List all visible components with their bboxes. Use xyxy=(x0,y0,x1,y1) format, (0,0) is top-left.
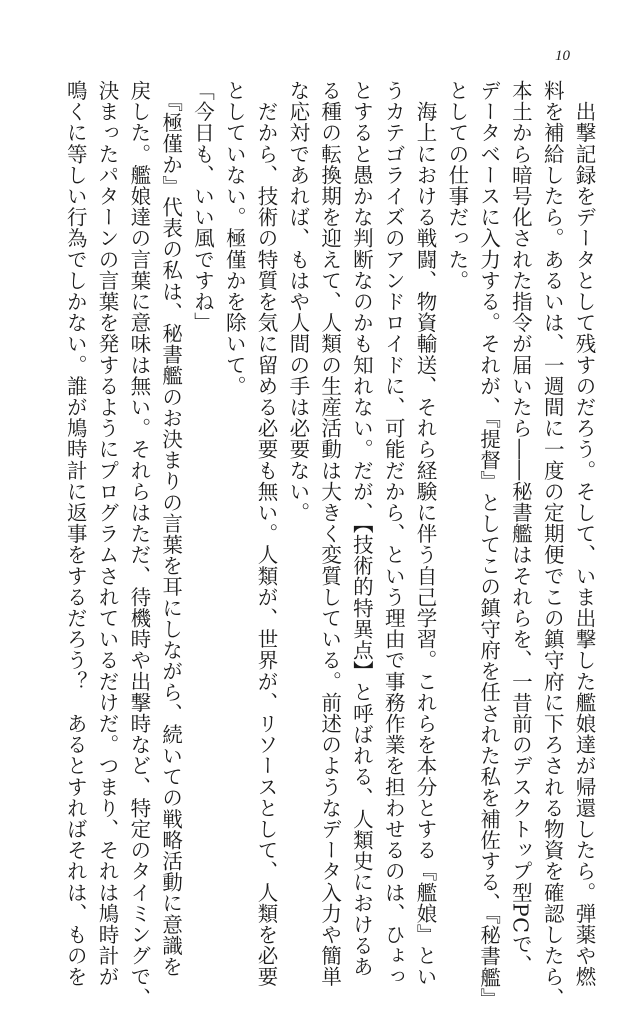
text-line: る種の転換期を迎えて、人類の生産活動は大きく変質している。前述のようなデータ入力や簡単 xyxy=(317,80,342,988)
body-text xyxy=(39,80,599,1009)
text-line: 海上における戦闘、物資輸送、それら経験に伴う自己学習。これらを本分とする『艦娘』とい xyxy=(413,80,438,988)
text-line: としての仕事だった。 xyxy=(444,80,469,291)
text-line: 鳴くに等しい行為でしかない。誰が鳩時計に返事をするだろう？ あるとすればそれは、ものを xyxy=(63,80,88,988)
text-line: 本土から暗号化された指令が届いたら――秘書艦はそれらを、一昔前のデスクトップ型PCで、 xyxy=(508,80,533,976)
text-line: としていない。極僅かを除いて。 xyxy=(222,80,247,397)
text-line: 出撃記録をデータとして残すのだろう。そして、いま出撃した艦娘達が帰還したら。弾薬や燃 xyxy=(572,80,596,988)
text-line: だから、技術の特質を気に留める必要も無い。人類が、世界が、リソースとして、人類を必要 xyxy=(254,80,279,988)
text-line: 戻した。艦娘達の言葉に意味は無い。それらはただ、待機時や出撃時など、特定のタイミングで、 xyxy=(126,80,151,1009)
text-line: 「今日も、いい風ですね」 xyxy=(190,80,215,334)
text-line: 決まったパターンの言葉を発するようにプログラムされているだけだ。つまり、それは鳩時計が xyxy=(95,80,120,988)
page-number: 10 xyxy=(555,48,570,64)
text-line: データベースに入力する。それが、『提督』としてこの鎮守府を任された私を補佐する、『秘書艦』 xyxy=(476,80,501,1009)
text-line: うカテゴライズのアンドロイドに、可能だから、という理由で事務作業を担わせるのは、ひょっ xyxy=(381,80,406,988)
text-line: 料を補給したら。あるいは、一週間に一度の定期便でこの鎮守府に下ろされる物資を確認したら、 xyxy=(540,80,565,1009)
text-line: 『極僅か』代表の私は、秘書艦のお決まりの言葉を耳にしながら、続いての戦略活動に意識を xyxy=(158,80,183,978)
text-line: な応対であれば、もはや人間の手は必要ない。 xyxy=(285,80,310,524)
text-line: とすると愚かな判断なのかも知れない。だが、【技術的特異点】と呼ばれる、人類史におけるあ xyxy=(349,80,374,978)
